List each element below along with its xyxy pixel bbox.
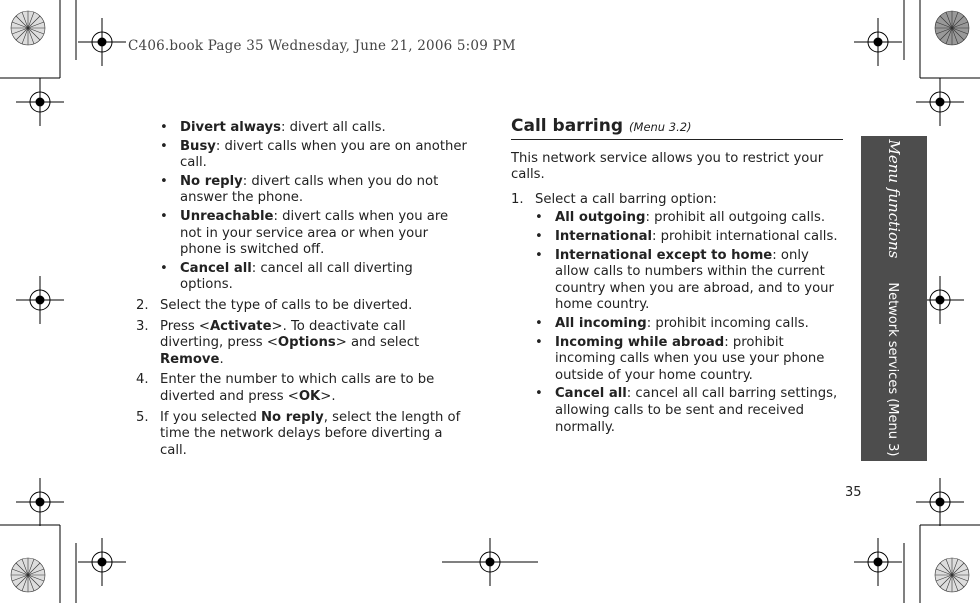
bullet-icon: • [160, 208, 168, 224]
intro-paragraph: This network service allows you to restrict your calls. [511, 150, 824, 183]
list-item: • Incoming while abroad: prohibit incoming calls when you use your phone outside of your home country. [535, 334, 825, 383]
list-item: • Unreachable: divert calls when you are not in your service area or when your phone is switched off. [160, 208, 449, 258]
bullet-icon: • [535, 210, 543, 226]
page-number: 35 [845, 485, 862, 500]
bullet-icon: • [535, 334, 543, 350]
bullet-icon: • [535, 386, 543, 402]
list-item: • Divert always: divert all calls. [160, 120, 386, 135]
section-side-tab [861, 136, 927, 461]
list-item: • All outgoing: prohibit all outgoing calls. [535, 210, 826, 226]
list-item: • International except to home: only allow calls to numbers within the current country when you are abroad, and to your home country. [535, 247, 834, 313]
step-5: 5. If you selected No reply, select the length of time the network delays before diverting a call. [136, 409, 461, 458]
list-item: • Busy: divert calls when you are on another call. [160, 138, 467, 171]
list-item: • International: prohibit international calls. [535, 228, 838, 244]
step-1: 1. Select a call barring option: [511, 191, 717, 207]
step-2: 2. Select the type of calls to be diverted. [136, 297, 413, 313]
list-item: • Cancel all: cancel all call barring settings, allowing calls to be sent and received normally. [535, 386, 838, 435]
list-item: • Cancel all: cancel all call diverting options. [160, 260, 413, 293]
list-item: • No reply: divert calls when you do not answer the phone. [160, 173, 439, 206]
bullet-icon: • [160, 138, 168, 154]
step-3: 3. Press <Activate>. To deactivate call diverting, press <Options> and select Remove. [136, 318, 420, 367]
side-tab-label: Menu functionsNetwork services (Menu 3) [885, 139, 903, 457]
bullet-icon: • [160, 260, 168, 276]
bullet-icon: • [160, 120, 168, 135]
bullet-icon: • [535, 315, 543, 331]
page-header: C406.book Page 35 Wednesday, June 21, 2006 5:09 PM [128, 38, 516, 54]
section-title: Call barring (Menu 3.2) [511, 118, 843, 140]
list-item: • All incoming: prohibit incoming calls. [535, 315, 809, 331]
right-column [511, 118, 843, 438]
step-4: 4. Enter the number to which calls are to be diverted and press <OK>. [136, 372, 435, 404]
bullet-icon: • [160, 173, 168, 189]
bullet-icon: • [535, 228, 543, 244]
bullet-icon: • [535, 247, 543, 263]
left-column [136, 120, 468, 461]
